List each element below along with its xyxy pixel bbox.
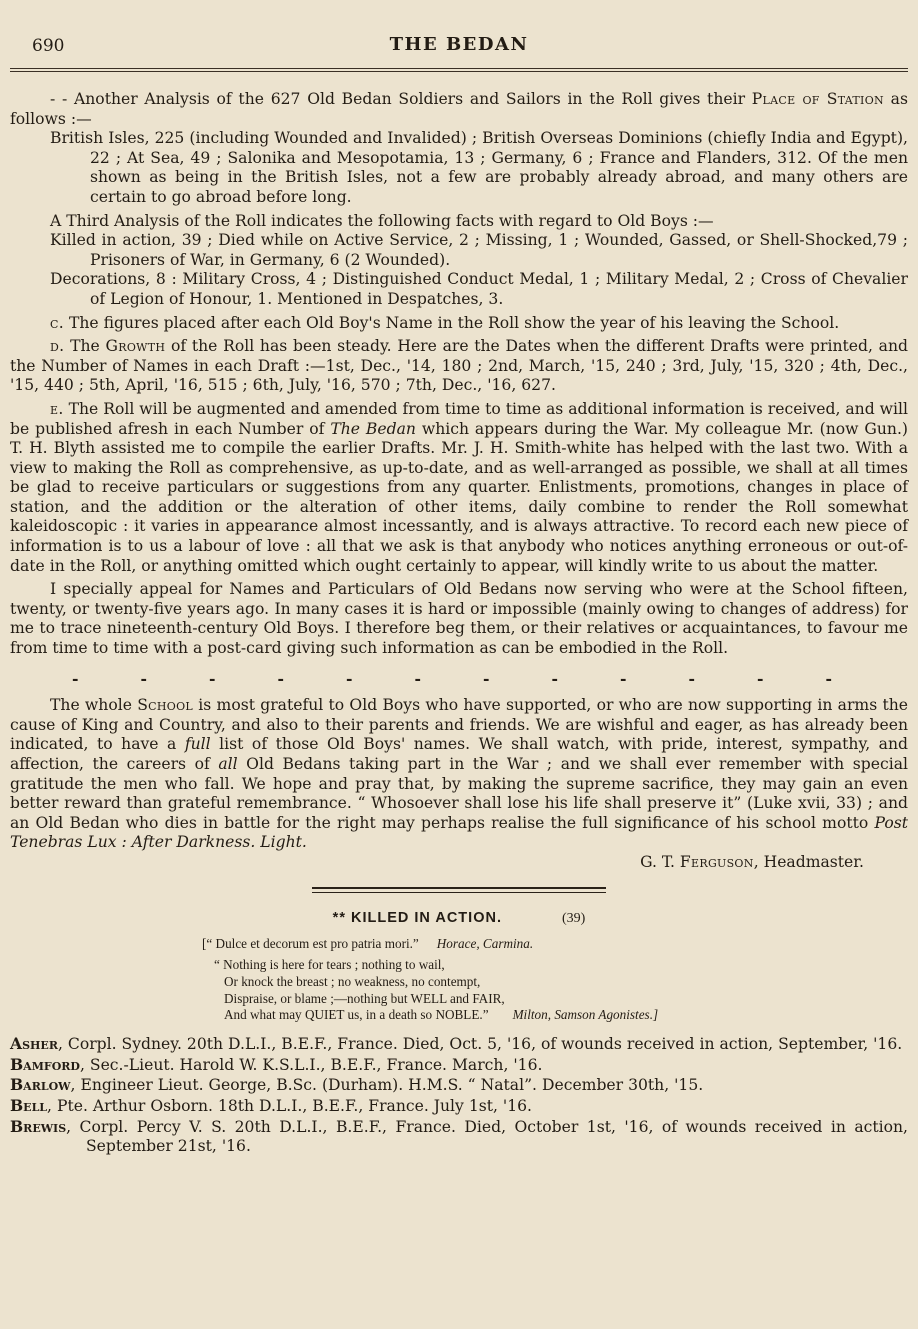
list-item: Asher, Corpl. Sydney. 20th D.L.I., B.E.F., France. Died, Oct. 5, '16, of wounds received in action, September, '16. — [10, 1034, 903, 1054]
stations-list: British Isles, 225 (including Wounded and Invalided) ; British Overseas Dominions (chiefly India and Egypt), 22 ; At Sea, 49 ; Salonika and Mesopotamia, 13 ; Germany, 6 ; France and Flanders, 312. Of the men shown as being in the British Isles, not a few are probably already abroad, and many others are certain to go abroad before long. — [50, 129, 908, 206]
dash-separator: - - - - - - - - - - - - — [72, 668, 832, 688]
list-item: Bell, Pte. Arthur Osborn. 18th D.L.I., B.E.F., France. July 1st, '16. — [10, 1095, 533, 1115]
section-divider — [312, 887, 606, 893]
killed-count: (39) — [561, 910, 586, 926]
page-number: 690 — [32, 36, 65, 56]
page-title: THE BEDAN — [389, 34, 529, 55]
appeal-paragraph: I specially appeal for Names and Particulars of Old Bedans now serving who were at the School fifteen, twenty, or twenty-five years ago. In many cases it is hard or impossible (mainly owing to changes of address) for me to trace nineteenth-century Old Boys. I therefore beg them, or their relatives or acquaintances, to favour me from time to time with a post-card giving such information as can be embodied in the Roll. — [10, 580, 908, 658]
section-e: e. The Roll will be augmented and amended from time to time as additional information is received, and will be published afresh in each Number of The Bedan which appears during the War. My colleague Mr. (now Gun.) T. H. Blyth assisted me to compile the earlier Drafts. Mr. J. H. Smith-white has helped with the last two. With a view to making the Roll as comprehensive, as up-to-date, and as well-arranged as possible, we shall at all times be glad to receive particulars or suggestions from any quarter. Enlistments, promotions, changes in place of station, and the addition or the alteration of other items, daily combine to render the Roll somewhat kaleidoscopic : it varies in appearance almost incessantly, and is always attractive. To record each new piece of information is to us a labour of love : all that we ask is that anybody who notices anything erroneous or out-of-date in the Roll, or anything omitted which ought certainly to appear, will kindly write to us about the matter. — [10, 399, 908, 575]
section-c: c. The figures placed after each Old Boy's Name in the Roll show the year of his leaving the School. — [50, 313, 840, 332]
milton-quote: “ Nothing is here for tears ; nothing to wail, Or knock the breast ; no weakness, no contempt, Dispraise, or blame ;—nothing but WELL and FAIR, And what may QUIET us, in a death so NOBLE.” Milton, Samson Agonistes.] — [214, 956, 659, 1023]
header-rule — [10, 68, 908, 72]
killed-list — [10, 1034, 908, 1157]
third-analysis-intro: A Third Analysis of the Roll indicates the following facts with regard to Old Boys :— — [50, 211, 714, 230]
analysis-intro: - - Another Analysis of the 627 Old Bedan Soldiers and Sailors in the Roll gives their Place of Station as follows :— — [10, 90, 908, 128]
casualties-list: Killed in action, 39 ; Died while on Active Service, 2 ; Missing, 1 ; Wounded, Gassed, or Shell-Shocked,79 ; Prisoners of War, in Germany, 6 (2 Wounded). — [50, 231, 908, 269]
list-item: Barlow, Engineer Lieut. George, B.Sc. (Durham). H.M.S. “ Natal”. December 30th, '15. — [10, 1075, 704, 1095]
page-header — [0, 30, 918, 62]
epigraphs — [202, 936, 908, 1024]
signature: G. T. Ferguson, Headmaster. — [640, 852, 864, 871]
list-item: Bamford, Sec.-Lieut. Harold W. K.S.L.I., B.E.F., France. March, '16. — [10, 1054, 543, 1074]
section-d: d. The Growth of the Roll has been steady. Here are the Dates when the different Drafts were printed, and the Number of Names in each Draft :—1st, Dec., '14, 180 ; 2nd, March, '15, 240 ; 3rd, July, '15, 320 ; 4th, Dec., '15, 440 ; 5th, April, '16, 515 ; 6th, July, '16, 570 ; 7th, Dec., '16, 627. — [10, 337, 908, 395]
horace-quote: [“ Dulce et decorum est pro patria mori.” Horace, Carmina. — [202, 936, 534, 952]
list-item: Brewis, Corpl. Percy V. S. 20th D.L.I., B.E.F., France. Died, October 1st, '16, of wounds received in action, September 21st, '16. — [10, 1116, 908, 1156]
closing-paragraph: The whole School is most grateful to Old Boys who have supported, or who are now supporting in arms the cause of King and Country, and also to their parents and friends. We are wishful and eager, as has already been indicated, to have a full list of those Old Boys' names. We shall watch, with pride, interest, sympathy, and affection, the careers of all Old Bedans taking part in the War ; and we shall ever remember with special gratitude the men who fall. We hope and pray that, by making the supreme sacrifice, they may gain an even better reward than grateful remembrance. “ Whosoever shall lose his life shall preserve it” (Luke xvii, 33) ; and an Old Bedan who dies in battle for the right may perhaps realise the full significance of his school motto Post Tenebras Lux : After Darkness. Light. — [10, 696, 909, 852]
killed-in-action-heading: ** KILLED IN ACTION. (39) — [332, 909, 586, 926]
page-body — [10, 90, 908, 1157]
decorations-list: Decorations, 8 : Military Cross, 4 ; Distinguished Conduct Medal, 1 ; Military Medal, 2 ; Cross of Chevalier of Legion of Honour, 1. Mentioned in Despatches, 3. — [50, 270, 908, 308]
